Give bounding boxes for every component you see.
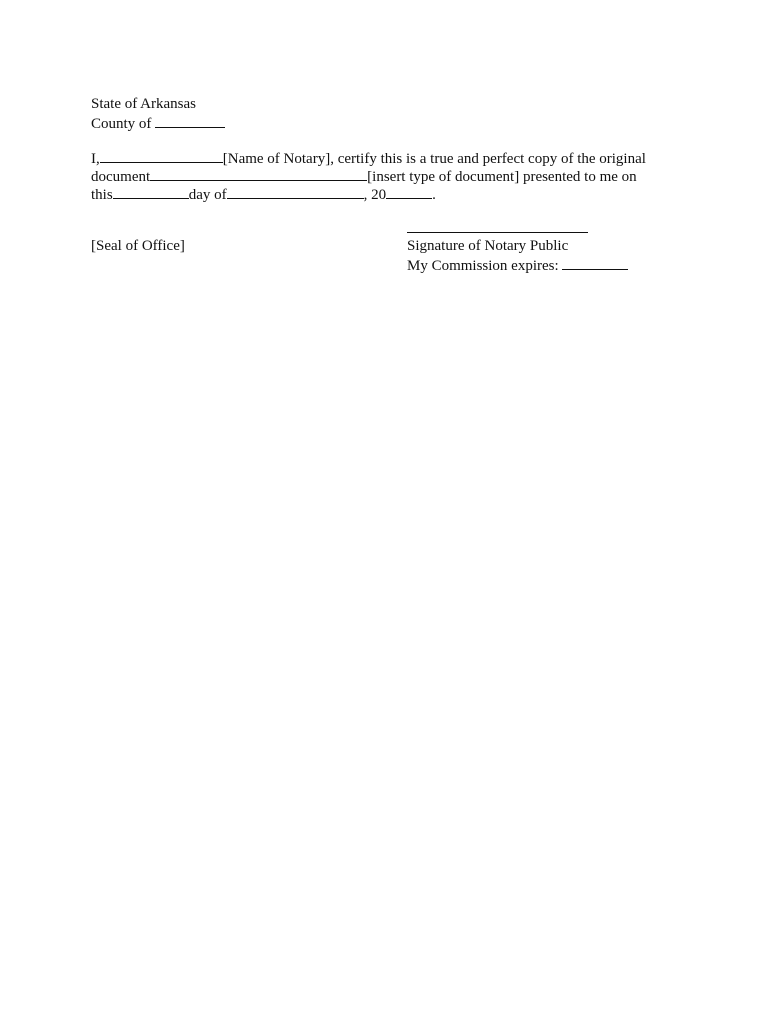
notary-name-blank[interactable] xyxy=(100,148,223,163)
certification-prefix: I, xyxy=(91,151,100,167)
day-of-label: day of xyxy=(188,187,227,203)
line-end-period: . xyxy=(432,187,436,203)
notary-name-placeholder: [Name of Notary], certify this is a true and perfect copy of the original xyxy=(222,151,646,167)
document-type-blank[interactable] xyxy=(150,166,367,181)
state-label: State of Arkansas xyxy=(91,96,196,112)
certification-line-3 xyxy=(91,184,436,202)
commission-label: My Commission expires: xyxy=(407,258,559,274)
seal-of-office-label: [Seal of Office] xyxy=(91,238,185,254)
seal-line xyxy=(91,237,185,255)
commission-line xyxy=(407,255,628,273)
commission-date-blank[interactable] xyxy=(562,255,628,270)
signature-line xyxy=(407,237,568,255)
this-label: this xyxy=(91,187,113,203)
certification-line-1 xyxy=(91,148,646,166)
month-blank[interactable] xyxy=(227,184,364,199)
signature-rule[interactable] xyxy=(407,232,588,233)
county-line xyxy=(91,113,225,131)
document-type-placeholder: [insert type of document] presented to me on xyxy=(367,169,637,185)
document-label: document xyxy=(91,169,151,185)
day-blank[interactable] xyxy=(113,184,189,199)
state-line xyxy=(91,95,196,113)
county-label: County of xyxy=(91,116,152,132)
year-prefix: , 20 xyxy=(363,187,387,203)
county-blank[interactable] xyxy=(155,113,225,128)
signature-label: Signature of Notary Public xyxy=(407,238,569,254)
year-blank[interactable] xyxy=(386,184,432,199)
certification-line-2 xyxy=(91,166,637,184)
